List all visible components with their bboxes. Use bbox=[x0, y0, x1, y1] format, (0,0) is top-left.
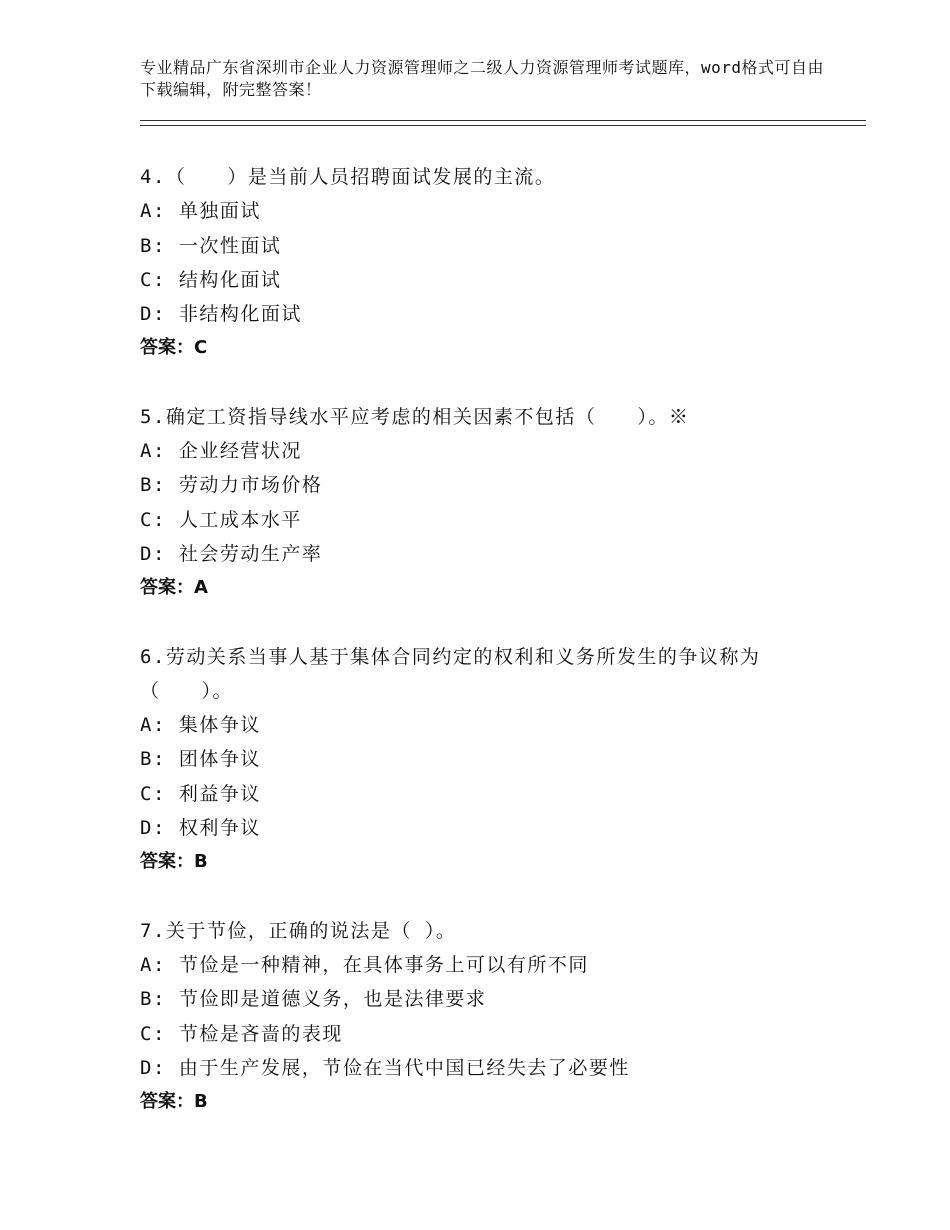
answer-label: 答案：A bbox=[140, 577, 208, 599]
question-item bbox=[140, 640, 840, 880]
question-item bbox=[140, 914, 840, 1120]
option-c: C: 人工成本水平 bbox=[140, 508, 302, 531]
option-b: B: 团体争议 bbox=[140, 748, 261, 771]
question-item bbox=[140, 400, 840, 606]
option-a: A: 单独面试 bbox=[140, 200, 261, 223]
option-b: B: 一次性面试 bbox=[140, 234, 282, 257]
question-stem: 5.确定工资指导线水平应考虑的相关因素不包括（ ）。※ bbox=[140, 405, 690, 428]
option-d: D: 非结构化面试 bbox=[140, 303, 302, 326]
option-b: B: 节俭即是道德义务，也是法律要求 bbox=[140, 988, 487, 1011]
option-b: B: 劳动力市场价格 bbox=[140, 474, 323, 497]
question-stem: 7.关于节俭，正确的说法是（ ）。 bbox=[140, 919, 457, 942]
document-header: 专业精品广东省深圳市企业人力资源管理师之二级人力资源管理师考试题库，word格式可自由下载编辑，附完整答案！ bbox=[140, 58, 825, 99]
question-stem: 4.（ ）是当前人员招聘面试发展的主流。 bbox=[140, 166, 556, 188]
question-stem: 6.劳动关系当事人基于集体合同约定的权利和义务所发生的争议称为（ ）。 bbox=[140, 645, 761, 702]
question-item bbox=[140, 160, 840, 366]
answer-label: 答案：C bbox=[140, 337, 208, 359]
option-c: C: 利益争议 bbox=[140, 782, 261, 805]
option-d: D: 权利争议 bbox=[140, 817, 261, 840]
answer-label: 答案：B bbox=[140, 1091, 208, 1113]
option-c: C: 结构化面试 bbox=[140, 268, 282, 291]
header-divider bbox=[140, 120, 866, 126]
option-a: A: 集体争议 bbox=[140, 714, 261, 737]
option-d: D: 社会劳动生产率 bbox=[140, 542, 323, 565]
option-d: D: 由于生产发展，节俭在当代中国已经失去了必要性 bbox=[140, 1056, 630, 1079]
option-c: C: 节检是吝啬的表现 bbox=[140, 1022, 343, 1045]
answer-label: 答案：B bbox=[140, 851, 208, 873]
option-a: A: 节俭是一种精神，在具体事务上可以有所不同 bbox=[140, 953, 589, 976]
question-list bbox=[140, 160, 840, 1153]
option-a: A: 企业经营状况 bbox=[140, 440, 302, 463]
